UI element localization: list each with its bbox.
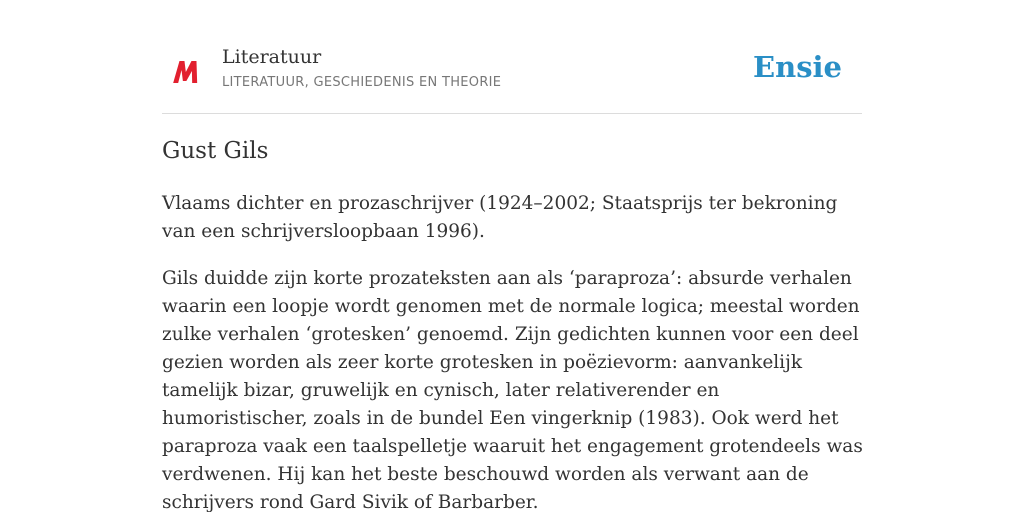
category-subtitle: LITERATUUR, GESCHIEDENIS EN THEORIE <box>222 75 502 90</box>
category-title[interactable]: Literatuur <box>222 46 322 68</box>
brand-logo[interactable]: Ensie <box>753 50 842 84</box>
red-m-logo-icon[interactable] <box>172 56 200 86</box>
article-paragraph: Vlaams dichter en prozaschrijver (1924–2002; Staatsprijs ter bekroning van een schrijversloopbaan 1996). <box>162 193 838 242</box>
article-body <box>162 190 867 512</box>
article-paragraph: Gils duidde zijn korte prozateksten aan als ‘paraproza’: absurde verhalen waarin een loopje wordt genomen met de normale logica; meestal worden zulke verhalen ‘grotesken’ genoemd. Zijn gedichten kunnen voor een deel gezien worden als zeer korte grotesken in poëzievorm: aanvankelijk tamelijk bizar, gruwelijk en cynisch, later relativerender en humoristischer, zoals in de bundel Een vingerknip (1983). Ook werd het paraproza vaak een taalspelletje waaruit het engagement grotendeels was verdwenen. Hij kan het beste beschouwd worden als verwant aan de schrijvers rond Gard Sivik of Barbarber. <box>162 268 863 512</box>
article-title: Gust Gils <box>162 138 269 164</box>
header <box>162 40 862 114</box>
